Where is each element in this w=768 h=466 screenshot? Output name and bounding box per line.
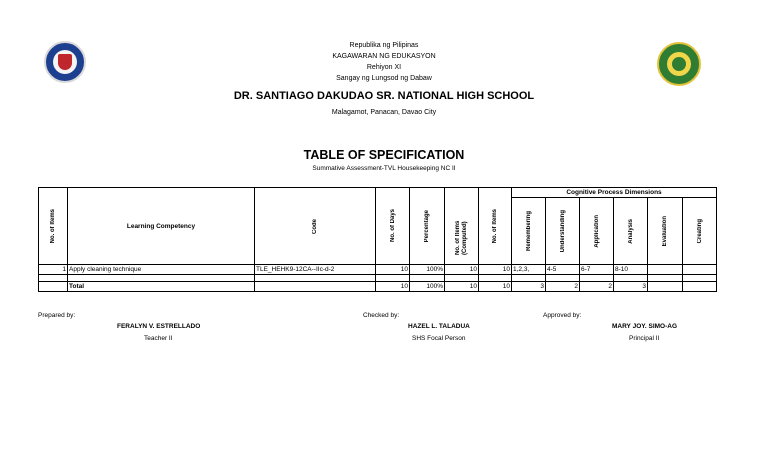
document-subtitle: Summative Assessment-TVL Housekeeping NC II <box>312 165 456 172</box>
table-row <box>39 265 717 275</box>
cell-creating <box>683 265 717 275</box>
header-items: No. of Items <box>479 188 512 265</box>
cell-no: 1 <box>39 265 68 275</box>
header-evaluation: Evaluation <box>648 198 683 265</box>
header-computed: No. of Items (Computed) <box>445 188 479 265</box>
prepared-by-name: FERALYN V. ESTRELLADO <box>117 323 201 330</box>
cell-percentage: 100% <box>410 265 445 275</box>
total-items: 10 <box>479 282 512 292</box>
total-percentage: 100% <box>410 282 445 292</box>
total-remembering: 3 <box>512 282 546 292</box>
school-address: Malagamot, Panacan, Davao City <box>331 109 437 116</box>
header-days: No. of Days <box>376 188 410 265</box>
header-creating: Creating <box>683 198 717 265</box>
header-division: Sangay ng Lungsod ng Dabaw <box>336 75 432 82</box>
cell-code: TLE_HEHK9-12CA--IIc-d-2 <box>255 265 376 275</box>
header-region: Rehiyon XI <box>366 64 402 71</box>
prepared-by-title: Teacher II <box>144 335 173 342</box>
header-understanding: Understanding <box>546 198 580 265</box>
prepared-by-label: Prepared by: <box>38 312 76 319</box>
total-application: 2 <box>580 282 614 292</box>
header-code: Code <box>255 188 376 265</box>
header-remembering: Remembering <box>512 198 546 265</box>
header-republic: Republika ng Pilipinas <box>349 42 419 49</box>
table-row-blank <box>39 275 717 282</box>
cell-remembering: 1,2,3, <box>512 265 546 275</box>
approved-by-title: Principal II <box>629 335 660 342</box>
cell-days: 10 <box>376 265 410 275</box>
table-row-total <box>39 282 717 292</box>
cell-analysis: 8-10 <box>614 265 648 275</box>
approved-by-name: MARY JOY. SIMO-AG <box>612 323 678 330</box>
checked-by-label: Checked by: <box>363 312 400 319</box>
cell-application: 6-7 <box>580 265 614 275</box>
header-no-items: No. of Items <box>39 188 68 265</box>
total-computed: 10 <box>445 282 479 292</box>
header-analysis: Analysis <box>614 198 648 265</box>
cell-computed: 10 <box>445 265 479 275</box>
school-name: DR. SANTIAGO DAKUDAO SR. NATIONAL HIGH SCHOOL <box>233 90 535 102</box>
total-days: 10 <box>376 282 410 292</box>
checked-by-title: SHS Focal Person <box>412 335 466 342</box>
cell-evaluation <box>648 265 683 275</box>
checked-by-name: HAZEL L. TALADUA <box>408 323 470 330</box>
document-title: TABLE OF SPECIFICATION <box>303 148 465 162</box>
header-department: KAGAWARAN NG EDUKASYON <box>332 53 436 60</box>
header-application: Application <box>580 198 614 265</box>
cell-items: 10 <box>479 265 512 275</box>
header-cognitive: Cognitive Process Dimensions <box>512 188 717 198</box>
cell-competency: Apply cleaning technique <box>68 265 255 275</box>
header-competency: Learning Competency <box>68 188 255 265</box>
specification-table <box>38 187 717 292</box>
total-analysis: 3 <box>614 282 648 292</box>
header-percentage: Percentage <box>410 188 445 265</box>
total-label: Total <box>68 282 255 292</box>
cell-understanding: 4-5 <box>546 265 580 275</box>
approved-by-label: Approved by: <box>543 312 582 319</box>
total-understanding: 2 <box>546 282 580 292</box>
